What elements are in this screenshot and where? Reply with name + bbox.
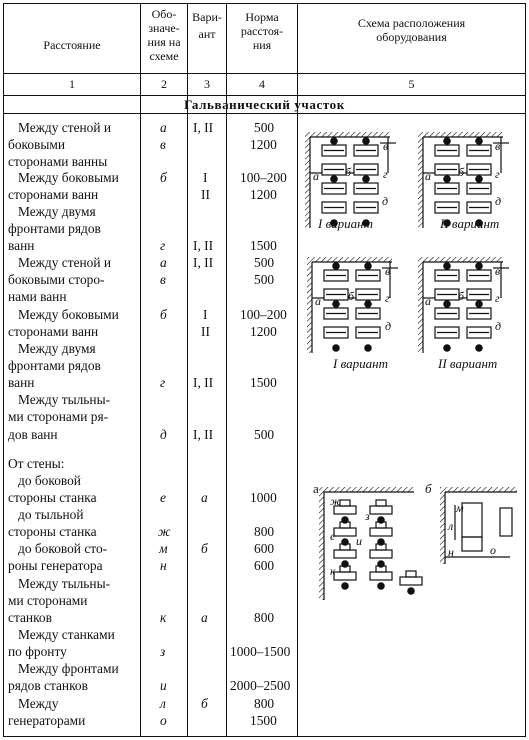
machine-body	[334, 528, 356, 536]
worker-marker	[365, 345, 371, 351]
col-number-5: 5	[408, 77, 415, 91]
dimension-letter-zh: ж	[330, 494, 342, 508]
row-8-line-4: до тыльной	[18, 507, 84, 522]
row-11-line-2: рядов станков	[8, 678, 88, 693]
row-10-symbol-1: з	[160, 644, 166, 659]
machine-head	[340, 500, 350, 506]
row-4-norm-1: 500	[254, 255, 275, 270]
row-4-line-2: боковыми сторо-	[8, 272, 105, 287]
header-variant: Вари- ант	[192, 10, 222, 41]
header-scheme: Схема расположения оборудования	[357, 16, 466, 44]
dimension-letter-l: л	[448, 519, 454, 533]
dimension-letter-m: м	[456, 501, 464, 515]
worker-marker	[333, 345, 339, 351]
dimension-letter-n: н	[448, 545, 454, 559]
row-12-norm-2: 1500	[250, 713, 277, 728]
caption-variant-1-top: I вариант	[318, 216, 373, 231]
machine-body	[370, 528, 392, 536]
worker-marker	[476, 176, 482, 182]
row-8-line-1: От стены:	[8, 456, 65, 471]
row-6-symbol-1: г	[160, 375, 166, 390]
row-6-variant: I, II	[193, 375, 214, 390]
machine-diagrams	[319, 487, 517, 600]
dimension-letter-a: а	[425, 169, 431, 183]
wall-hatch-left	[319, 492, 324, 600]
row-2-norm-1: 100–200	[240, 170, 287, 185]
worker-marker	[476, 345, 482, 351]
dimension-letter-d: д	[382, 194, 389, 208]
row-7-norm: 500	[254, 427, 275, 442]
row-8-norm-2: 800	[254, 524, 275, 539]
wall-hatch-left	[307, 262, 312, 353]
row-6-line-2: фронтами рядов	[8, 358, 101, 373]
machine-body	[370, 506, 392, 514]
generator-unit	[462, 503, 482, 537]
row-7-line-1: Между тыльны-	[18, 392, 111, 407]
row-8-variant-1: а	[201, 490, 208, 505]
row-5-variant-2: II	[201, 324, 210, 339]
worker-marker	[342, 583, 348, 589]
row-2-line-1: Между боковыми	[18, 170, 119, 185]
row-9-variant: а	[201, 610, 208, 625]
row-7-line-3: дов ванн	[8, 427, 58, 442]
section-title: Гальванический участок	[184, 97, 345, 112]
row-8-line-6: до боковой сто-	[18, 541, 108, 556]
row-1-line-2: боковыми	[8, 137, 65, 152]
dimension-letter-a: а	[315, 294, 321, 308]
worker-marker	[365, 301, 371, 307]
worker-marker	[444, 138, 450, 144]
row-12-line-2: генераторами	[8, 713, 86, 728]
row-8-line-7: роны генератора	[8, 558, 103, 573]
dimension-letter-a: а	[425, 294, 431, 308]
row-8-norm-1: 1000	[250, 490, 277, 505]
machine-body	[370, 572, 392, 580]
row-2-symbol-1: б	[160, 170, 167, 185]
row-3-line-3: ванн	[8, 238, 35, 253]
row-11-symbol-1: и	[160, 678, 167, 693]
row-9-norm: 800	[254, 610, 275, 625]
caption-variant-1-mid: I вариант	[333, 356, 388, 371]
col-number-4: 4	[259, 77, 265, 91]
row-8-norm-3: 600	[254, 541, 275, 556]
dimension-letter-v: в	[383, 139, 389, 153]
row-5-variant-1: I	[203, 307, 208, 322]
row-1-symbol-1: а	[160, 120, 167, 135]
dimension-letter-k: к	[330, 564, 336, 578]
dimension-letter-g: г	[383, 167, 388, 181]
dimension-letter-v: в	[495, 139, 501, 153]
row-1-norm-2: 1200	[250, 137, 277, 152]
dimension-letter-z: з	[365, 509, 370, 523]
row-4-line-3: нами ванн	[8, 289, 67, 304]
dimension-letter-b: б	[458, 289, 465, 303]
row-8-norm-4: 600	[254, 558, 275, 573]
worker-marker	[378, 583, 384, 589]
row-10-line-1: Между станками	[18, 627, 115, 642]
dimension-letter-b: б	[345, 165, 352, 179]
wall-hatch-top	[418, 132, 503, 137]
row-2-line-2: сторонами ванн	[8, 187, 99, 202]
header-distance: Расстояние	[43, 38, 101, 52]
machine-head	[406, 571, 416, 577]
dimension-letter-o: о	[490, 543, 496, 557]
dimension-letter-b: б	[458, 165, 465, 179]
dimension-letter-d: д	[495, 194, 502, 208]
row-9-line-3: станков	[8, 610, 52, 625]
machine-body	[400, 577, 422, 585]
galvanic-diagrams-top	[305, 132, 509, 231]
dimension-letter-b: б	[348, 289, 355, 303]
row-12-norm-1: 800	[254, 696, 275, 711]
header-symbol: Обо- значе- ния на схеме	[147, 7, 181, 63]
col-number-3: 3	[204, 77, 210, 91]
row-4-symbol-1: а	[160, 255, 167, 270]
row-5-norm-2: 1200	[250, 324, 277, 339]
dimension-letter-g: г	[495, 291, 500, 305]
caption-variant-2-top: II вариант	[440, 216, 500, 231]
row-1-line-3: сторонами ванны	[8, 154, 108, 169]
row-3-variant: I, II	[193, 238, 214, 253]
dimension-letter-v: в	[495, 264, 501, 278]
row-9-symbol-1: к	[160, 610, 167, 625]
worker-marker	[408, 588, 414, 594]
row-8-line-5: стороны станка	[8, 524, 97, 539]
dimension-letter-d: д	[385, 319, 392, 333]
worker-marker	[365, 263, 371, 269]
row-11-norm: 2000–2500	[230, 678, 291, 693]
row-4-line-1: Между стеной и	[18, 255, 112, 270]
dimension-letter-d: д	[495, 319, 502, 333]
worker-marker	[444, 176, 450, 182]
row-4-variant: I, II	[193, 255, 214, 270]
wall-hatch-top	[307, 257, 392, 262]
generator-unit	[462, 537, 482, 551]
row-12-symbol-1: л	[160, 696, 166, 711]
worker-marker	[476, 263, 482, 269]
wall-hatch-top	[319, 487, 414, 492]
row-12-line-1: Между	[18, 696, 59, 711]
row-8-line-2: до боковой	[18, 473, 81, 488]
wall-hatch-left	[305, 137, 310, 228]
wall-hatch-top	[305, 132, 390, 137]
row-5-symbol-1: б	[160, 307, 167, 322]
row-3-line-1: Между двумя	[18, 204, 96, 219]
worker-marker	[476, 138, 482, 144]
wall-hatch-left	[440, 492, 445, 564]
row-1-symbol-2: в	[160, 137, 166, 152]
row-3-norm: 1500	[250, 238, 277, 253]
dimension-letter-i: и	[356, 534, 362, 548]
dimension-letter-g: г	[495, 167, 500, 181]
header-norm: Норма расстоя- ния	[240, 10, 284, 52]
generator-unit	[500, 508, 512, 536]
worker-marker	[444, 345, 450, 351]
galvanic-diagrams-mid	[307, 257, 509, 353]
worker-marker	[444, 301, 450, 307]
row-4-norm-2: 500	[254, 272, 275, 287]
row-11-line-1: Между фронтами	[18, 661, 119, 676]
row-12-symbol-2: о	[160, 713, 167, 728]
row-6-norm: 1500	[250, 375, 277, 390]
caption-variant-2-mid: II вариант	[438, 356, 498, 371]
dimension-letter-v: в	[385, 264, 391, 278]
row-4-symbol-2: в	[160, 272, 166, 287]
machine-body	[334, 550, 356, 558]
row-8-symbol-4: н	[160, 558, 167, 573]
wall-hatch-top	[418, 257, 503, 262]
worker-marker	[444, 263, 450, 269]
panel-a-label: а	[313, 481, 319, 496]
row-8-symbol-1: е	[160, 490, 166, 505]
row-3-line-2: фронтами рядов	[8, 221, 101, 236]
machine-head	[376, 500, 386, 506]
worker-marker	[333, 263, 339, 269]
dimension-letter-a: а	[313, 169, 319, 183]
worker-marker	[363, 176, 369, 182]
row-12-variant: б	[201, 696, 208, 711]
dimension-letter-e: е	[330, 529, 336, 543]
row-10-line-2: по фронту	[8, 644, 67, 659]
row-1-line-1: Между стеной и	[18, 120, 112, 135]
worker-marker	[476, 301, 482, 307]
row-9-line-1: Между тыльны-	[18, 576, 111, 591]
row-2-norm-2: 1200	[250, 187, 277, 202]
row-5-line-1: Между боковыми	[18, 307, 119, 322]
dimension-letter-g: г	[385, 291, 390, 305]
row-8-variant-2: б	[201, 541, 208, 556]
wall-hatch-left	[418, 262, 423, 353]
row-10-norm: 1000–1500	[230, 644, 291, 659]
worker-marker	[333, 301, 339, 307]
worker-marker	[331, 138, 337, 144]
row-2-variant-1: I	[203, 170, 208, 185]
col-number-2: 2	[161, 77, 167, 91]
row-9-line-2: ми сторонами	[8, 593, 88, 608]
row-6-line-3: ванн	[8, 375, 35, 390]
worker-marker	[331, 176, 337, 182]
panel-b-label: б	[425, 481, 432, 496]
worker-marker	[363, 138, 369, 144]
wall-hatch-left	[418, 137, 423, 228]
row-7-symbol-1: д	[160, 427, 167, 442]
row-5-norm-1: 100–200	[240, 307, 287, 322]
row-8-line-3: стороны станка	[8, 490, 97, 505]
row-7-variant: I, II	[193, 427, 214, 442]
col-number-1: 1	[69, 77, 75, 91]
row-3-symbol-1: г	[160, 238, 166, 253]
row-5-line-2: сторонами ванн	[8, 324, 99, 339]
machine-body	[334, 572, 356, 580]
row-8-symbol-2: ж	[158, 524, 171, 539]
row-2-variant-2: II	[201, 187, 210, 202]
row-7-line-2: ми сторонами ря-	[8, 409, 109, 424]
row-1-variant: I, II	[193, 120, 214, 135]
row-1-norm-1: 500	[254, 120, 275, 135]
machine-body	[370, 550, 392, 558]
row-8-symbol-3: м	[159, 541, 168, 556]
wall-hatch-top	[440, 487, 517, 492]
row-6-line-1: Между двумя	[18, 341, 96, 356]
